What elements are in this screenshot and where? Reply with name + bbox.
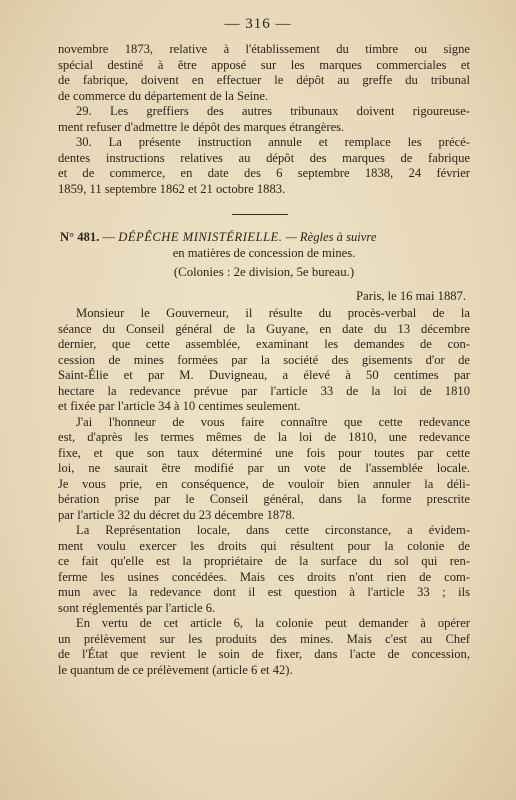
intro-section <box>58 42 470 197</box>
dateline-block <box>58 288 470 304</box>
text-line: et fixée par l'article 34 à 10 centimes seulement. <box>58 399 301 413</box>
text-line: de commerce du département de la Seine. <box>58 88 269 103</box>
text-line: de fabrique, doivent en effectuer le dépôt au greffe du tribunal <box>58 73 470 87</box>
text-line: loi, ne saurait être modifié par un vote de l'assemblée locale. <box>58 461 470 475</box>
text-line: dernier, que cette assemblée, examinant les demandes de con- <box>58 337 470 351</box>
text-line: bération prise par le Conseil général, dans la forme prescrite <box>58 492 470 506</box>
dispatch-title: DÉPÊCHE MINISTÉRIELLE. <box>118 230 283 244</box>
text-line: cession de mines formées par la société des gisements d'or de <box>58 352 470 367</box>
text-line: J'ai l'honneur de vous faire connaître que cette redevance <box>76 414 470 429</box>
text-line: mun avec la redevance dont il est question à l'article 33 ; ils <box>58 585 470 599</box>
heading-dash: — <box>99 230 119 244</box>
text-line: ferme les usines concédées. Mais ces droits n'ont rien de com- <box>58 569 470 584</box>
text-line: sont réglementés par l'article 6. <box>58 600 216 615</box>
text-line: par l'article 32 du décret du 23 décembre 1878. <box>58 507 295 522</box>
text-line: 29. Les greffiers des autres tribunaux doivent rigoureuse- <box>76 104 470 118</box>
text-line: fixe, et que son taux déterminé une fois pour toutes par cette <box>58 445 470 460</box>
text-line: de l'État que revient le soin de fixer, dans l'acte de concession, <box>58 647 470 661</box>
text-line: novembre 1873, relative à l'établissement du timbre ou signe <box>58 42 470 56</box>
text-line: un prélèvement sur les produits des mines. Mais c'est au Chef <box>58 631 470 646</box>
text-line: 1859, 11 septembre 1862 et 21 octobre 1883. <box>58 181 286 196</box>
dispatch-subject: — Règles à suivre <box>282 230 377 244</box>
heading-line-1 <box>58 229 470 245</box>
text-line: 30. La présente instruction annule et remplace les précé- <box>76 135 470 149</box>
text-line: et de commerce, en date des 6 septembre 1838, 24 février <box>58 166 470 180</box>
text-line: le quantum de ce prélèvement (article 6 et 42). <box>58 662 293 677</box>
dispatch-heading <box>58 229 470 261</box>
service-block <box>58 264 470 280</box>
text-line: est, d'après les termes mêmes de la loi de 1810, une redevance <box>58 430 470 444</box>
section-divider <box>232 214 288 215</box>
dispatch-number: N° 481. <box>60 230 100 244</box>
text-line: Saint-Élie et par M. Duvigneau, a élevé à 50 centimes par <box>58 368 470 382</box>
service-reference: (Colonies : 2e division, 5e bureau.) <box>173 265 355 279</box>
dispatch-body <box>58 306 470 678</box>
text-line: dentes instructions relatives au dépôt des marques de fabrique <box>58 150 470 165</box>
page-number: — 316 — <box>224 16 292 32</box>
text-line: En vertu de cet article 6, la colonie peut demander à opérer <box>76 616 470 630</box>
text-line: La Représentation locale, dans cette circonstance, a évidem- <box>76 523 470 537</box>
text-line: Je vous prie, en conséquence, de vouloir bien annuler la déli- <box>58 476 470 491</box>
dispatch-subject-line-2: en matières de concession de mines. <box>172 246 356 260</box>
text-line: hectare la redevance prévue par l'article 33 de la loi de 1810 <box>58 383 470 398</box>
text-line: ment refuser d'admettre le dépôt des marques étrangères. <box>58 119 345 134</box>
dateline: Paris, le 16 mai 1887. <box>356 289 466 303</box>
text-line: séance du Conseil général de la Guyane, en date du 13 décembre <box>58 321 470 336</box>
text-line: spécial destiné à être apposé sur les marques commerciales et <box>58 57 470 72</box>
text-line: ce fait qu'elle est la propriétaire de la surface du sol qui ren- <box>58 554 470 568</box>
text-line: Monsieur le Gouverneur, il résulte du procès-verbal de la <box>76 306 470 320</box>
text-line: ment voulu exercer les droits qui résultent pour la colonie de <box>58 538 470 553</box>
